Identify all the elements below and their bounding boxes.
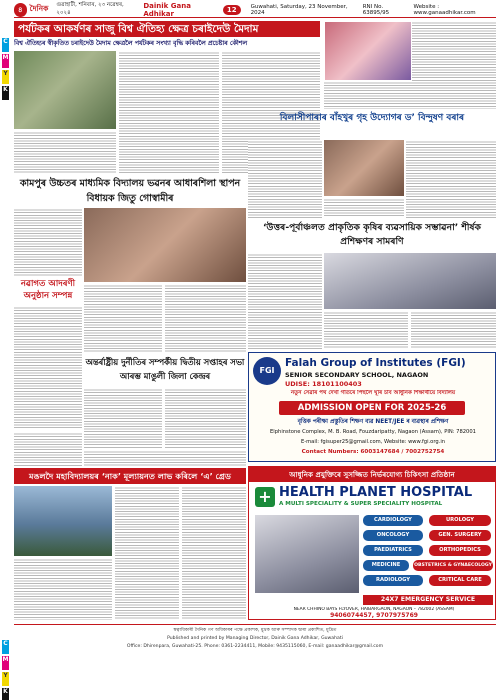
- art5-headline: ‘উত্তৰ-পূৰ্বাঞ্চলত প্ৰাকৃতিক কৃষিৰ ব্যৱসায়িক সম্ভাৱনা’ শীৰ্ষক প্ৰশিক্ষণৰ সামৰণি: [262, 222, 482, 247]
- art2-photo: [84, 208, 246, 282]
- cmyk-y: Y: [2, 70, 9, 84]
- art3-text: [14, 306, 82, 430]
- paper-short-name: দৈনিক: [29, 4, 49, 13]
- art3-headline: নৱাগত আদৰণী অনুষ্ঠান সম্পন্ন: [20, 279, 76, 301]
- fgi-contact: Contact Numbers: 6003147684 / 7002752754: [301, 449, 445, 455]
- paper-name: Dainik Gana Adhikar: [143, 2, 191, 18]
- fgi-admission-banner: ADMISSION OPEN FOR 2025-26: [279, 401, 465, 415]
- art4-text-col3: [324, 198, 404, 218]
- art5-text-col3: [411, 311, 496, 349]
- imprint-line3: Office: Dhirenpara, Guwahati-25. Phone: 0361-2234411, Mobile: 9435115060, E-mail: ganaadhikar@gmail.com: [126, 644, 384, 649]
- hospital-top-banner: আধুনিক প্ৰযুক্তিৰে সুসজ্জিত নিৰ্ভৰযোগ্য চিকিৎসা প্ৰতিষ্ঠান: [249, 467, 495, 482]
- hospital-sub: A MULTI SPECIALITY & SUPER SPECIALITY HOSPITAL: [279, 501, 443, 507]
- fgi-address: Elphinstone Complex, M. B. Road, Fouzdaripatty, Nagaon (Assam), PIN: 782001: [270, 429, 476, 435]
- art6-text-continued: [84, 450, 246, 466]
- art4-headline: বিলাসীপাৰাৰ বাঁহখুৰ গৃহ উদ্যোগৰ ড’ বিন্দুষণ বৰাৰ: [279, 113, 465, 123]
- hospital-emergency: 24X7 EMERGENCY SERVICE: [363, 595, 493, 605]
- lead-headline: পৰ্যটকৰ আকৰ্ষণৰ সাজু বিশ্ব ঐতিহ্য ক্ষেত্ৰ চৰাইদেউ মৈদাম: [14, 21, 320, 37]
- cmyk-y: Y: [2, 672, 9, 686]
- cmyk-marks-bottom-left: [2, 640, 9, 700]
- fgi-title: Falah Group of Institutes (FGI): [285, 357, 466, 369]
- dept-pill: RADIOLOGY: [363, 575, 423, 586]
- dept-pill: MEDICINE: [363, 560, 409, 571]
- cmyk-k: K: [2, 688, 9, 700]
- art6-text-col1: [84, 388, 162, 448]
- page-number-left: ৪: [14, 3, 27, 17]
- cmyk-k: K: [2, 86, 9, 100]
- hospital-building-photo: [255, 515, 359, 593]
- fgi-tagline: নতুন সেৱাৰ পথ দেখা গতিৰে পিছলৈ ঘূৰি চাব আধুনিক শিক্ষাৰ্থীয়ে বিদ্যালয়: [290, 390, 456, 396]
- art5-photo: [324, 253, 496, 309]
- art7-text-col2: [115, 486, 179, 620]
- dept-pill: OBSTETRICS & GYNAECOLOGY: [413, 560, 493, 571]
- art6-text-col2: [165, 388, 246, 448]
- dept-pill: GEN. SURGERY: [429, 530, 491, 541]
- dept-pill: ONCOLOGY: [363, 530, 423, 541]
- right-top-photo: [324, 21, 412, 81]
- masthead: [14, 3, 496, 18]
- registration-number: RNI No. 63895/95: [362, 4, 390, 16]
- cmyk-c: C: [2, 38, 9, 52]
- fgi-email: E-mail: fgisuper25@gmail.com, Website: www.fgi.org.in: [300, 439, 446, 445]
- hospital-address: NEAR CHHINO BAYS FLYOVER, HAIBARGAON, NAGAON – 782002 (ASSAM): [293, 607, 455, 612]
- art5-text-col1: [248, 253, 322, 349]
- art2-text-col3: [165, 284, 246, 352]
- art2-headline: কামপুৰ উচ্চতৰ মাধ্যমিক বিদ্যালয় ভৱনৰ আধাৰশিলা স্থাপন বিধায়ক জিতু গোস্বামীৰ: [19, 178, 241, 204]
- fgi-logo: FGI: [253, 357, 281, 385]
- fgi-advertisement: [248, 352, 496, 462]
- art7-headline: মঙলদৈ মহাবিদ্যালয়ৰ ‘নাক’ মূল্যায়নত লাভ কৰিলে ‘এ’ গ্ৰেড: [14, 468, 246, 484]
- hospital-advertisement: [248, 466, 496, 620]
- dept-pill: ORTHOPEDICS: [429, 545, 491, 556]
- plus-icon: +: [255, 487, 275, 507]
- date-english: Guwahati, Saturday, 23 November, 2024: [250, 4, 348, 16]
- cmyk-marks-left: [2, 38, 9, 102]
- art7-photo-college: [14, 486, 112, 556]
- lead-text-col2: [119, 51, 219, 173]
- fgi-neet: বৃত্তিক পৰীক্ষা প্ৰস্তুতিৰ শিক্ষণ ব্যৱ NEET/JEE ৰ ব্যৱস্থাৰ প্ৰশিক্ষণ: [297, 419, 449, 425]
- cmyk-m: M: [2, 54, 9, 68]
- art4-text-col2: [406, 140, 496, 218]
- lead-subhead: বিশ্ব ঐতিহ্যৰ স্বীকৃতিত চৰাইদেউ মৈদাম ক্ষেত্ৰলৈ পৰ্যটকৰ সংখ্যা বৃদ্ধি কৰিবলৈ প্ৰচেষ্টাৰ কৌশল: [14, 40, 248, 47]
- art6-headline: অন্তৰ্ৰাষ্ট্ৰীয় দুৰ্নীতিৰ সম্পৰ্কীয় দ্বিতীয় সপ্তাহৰ সভা আৰম্ভ মাঙুলী জিলা কেন্দ্ৰৰ: [85, 357, 245, 381]
- art2-text-col2: [84, 284, 162, 352]
- cmyk-c: C: [2, 640, 9, 654]
- dept-pill: UROLOGY: [429, 515, 491, 526]
- dept-pill: CARDIOLOGY: [363, 515, 423, 526]
- dept-pill: PAEDIATRICS: [363, 545, 423, 556]
- cmyk-m: M: [2, 656, 9, 670]
- hospital-phone: 9406074457, 9707975769: [330, 612, 418, 619]
- art5-text-col2: [324, 311, 408, 349]
- hospital-name: HEALTH PLANET HOSPITAL: [279, 485, 473, 500]
- art7-text-col1: [14, 558, 112, 620]
- website: Website : www.ganaadhikar.com: [413, 4, 476, 16]
- imprint-line2: Published and printed by Managing Director, Dainik Gana Adhikar, Guwahati: [167, 636, 343, 641]
- art4-text-col1: [248, 140, 322, 218]
- lead-photo-monument: [14, 51, 116, 129]
- art3-text-continued: [14, 432, 82, 466]
- art4-photo: [324, 140, 404, 196]
- art7-text-col3: [182, 486, 246, 620]
- date-assamese: গুৱাহাটী, শনিবাৰ, ২৩ নৱেম্বৰ, ২০২৪: [56, 2, 124, 16]
- imprint-line1: স্বত্বাধিকাৰী দৈনিক গণ অধিকাৰৰ পক্ষে প্ৰকাশক, মুদ্ৰক আৰু সম্পাদক দ্বাৰা প্ৰকাশিত, মুদ্ৰিত: [173, 628, 337, 633]
- lead-text-col1: [14, 131, 116, 173]
- dept-pill: CRITICAL CARE: [429, 575, 491, 586]
- fgi-udise: UDISE: 18101100403: [285, 380, 362, 388]
- imprint-footer: [14, 624, 496, 654]
- art2-text-col1: [14, 208, 82, 276]
- department-list: [363, 515, 493, 593]
- fgi-school: SENIOR SECONDARY SCHOOL, NAGAON: [285, 371, 429, 379]
- page-number: 12: [223, 5, 241, 15]
